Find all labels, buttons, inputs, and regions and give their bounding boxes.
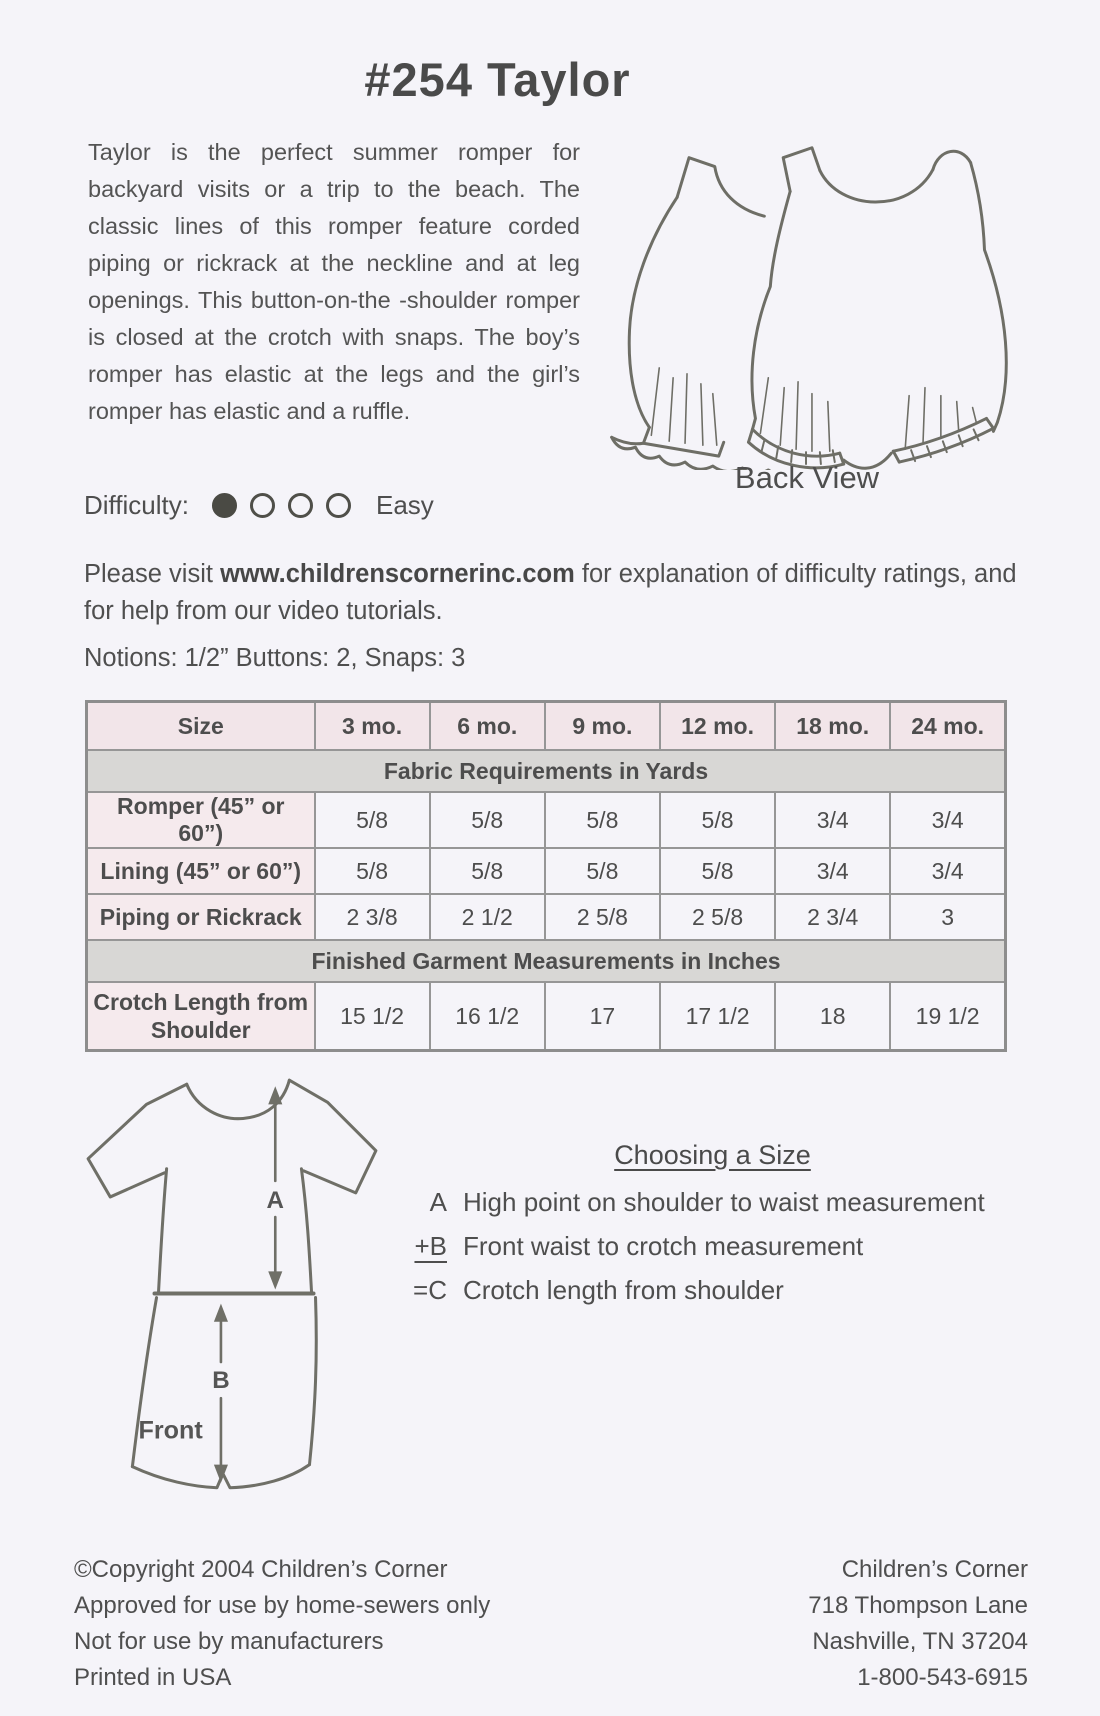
size-header: 24 mo.: [890, 702, 1005, 751]
table-row: [87, 792, 1006, 848]
size-col-header: Size: [87, 702, 315, 751]
choosing-prefix-a: A: [429, 1187, 447, 1217]
girl-romper-shoulder: [677, 158, 764, 217]
table-section-row: [87, 940, 1006, 982]
back-view-caption: Back View: [734, 460, 880, 495]
difficulty-dot-empty-icon: [288, 493, 313, 518]
choosing-item: [395, 1275, 1030, 1306]
diagram-left-sleeve: [88, 1084, 187, 1197]
size-header: 18 mo.: [775, 702, 890, 751]
table-cell: 5/8: [315, 848, 430, 894]
address-block: [608, 1552, 1028, 1696]
copyright-line: Not for use by manufacturers: [74, 1628, 384, 1655]
boy-romper-left-shoulder-tab: [783, 148, 820, 192]
table-cell: 18: [775, 982, 890, 1051]
table-cell: 2 5/8: [545, 894, 660, 940]
choosing-heading: Choosing a Size: [614, 1140, 811, 1170]
copyright-line: ©Copyright 2004 Children’s Corner: [74, 1556, 448, 1583]
row-label: Lining (45” or 60”): [87, 848, 315, 894]
choosing-text-a: High point on shoulder to waist measurement: [463, 1187, 985, 1217]
choosing-prefix-c: =C: [413, 1275, 447, 1305]
address-line: Children’s Corner: [841, 1556, 1028, 1583]
table-cell: 2 3/4: [775, 894, 890, 940]
table-cell: 5/8: [545, 792, 660, 848]
choosing-text-b: Front waist to crotch measurement: [463, 1231, 864, 1261]
table-cell: 16 1/2: [430, 982, 545, 1051]
difficulty-dot-filled-icon: [212, 493, 237, 518]
size-header: 9 mo.: [545, 702, 660, 751]
table-cell: 3/4: [890, 848, 1005, 894]
boy-romper-right-shoulder: [933, 151, 971, 169]
choosing-item: [395, 1231, 1030, 1262]
description-paragraph: Taylor is the perfect summer romper for backyard visits or a trip to the beach. The classic lines of this romper feature corded piping or rickrack at the neckline and at leg openings. This button-on-the -shoulder romper is closed at the crotch with snaps. The boy’s romper has elastic at the legs and the girl’s romper has elastic and a ruffle.: [88, 139, 580, 424]
girl-romper-left-side: [629, 197, 677, 427]
table-cell: 17: [545, 982, 660, 1051]
difficulty-label: Difficulty:: [84, 490, 189, 520]
size-header: 6 mo.: [430, 702, 545, 751]
website-note: [84, 556, 1036, 630]
table-cell: 3: [890, 894, 1005, 940]
table-row: [87, 894, 1006, 940]
choosing-a-size-section: [395, 1140, 1030, 1319]
row-label: Crotch Length from Shoulder: [87, 982, 315, 1051]
difficulty-level-text: Easy: [376, 490, 434, 520]
measurement-label-a: A: [266, 1187, 284, 1215]
table-cell: 5/8: [430, 792, 545, 848]
table-cell: 2 1/2: [430, 894, 545, 940]
table-cell: 5/8: [315, 792, 430, 848]
row-label: Romper (45” or 60”): [87, 792, 315, 848]
address-line: Nashville, TN 37204: [812, 1628, 1028, 1655]
address-line: 1-800-543-6915: [857, 1664, 1028, 1691]
choosing-item: [395, 1187, 1030, 1218]
copyright-line: Approved for use by home-sewers only: [74, 1592, 491, 1619]
address-line: 718 Thompson Lane: [808, 1592, 1028, 1619]
difficulty-dot-empty-icon: [326, 493, 351, 518]
table-cell: 5/8: [660, 848, 775, 894]
choosing-text-c: Crotch length from shoulder: [463, 1275, 784, 1305]
table-cell: 5/8: [660, 792, 775, 848]
front-measurement-diagram: [70, 1064, 392, 1512]
measurement-label-b: B: [212, 1367, 230, 1395]
table-row: [87, 848, 1006, 894]
copyright-line: Printed in USA: [74, 1664, 232, 1691]
difficulty-dot-empty-icon: [250, 493, 275, 518]
notions-line: Notions: 1/2” Buttons: 2, Snaps: 3: [84, 644, 466, 672]
size-header: 12 mo.: [660, 702, 775, 751]
table-cell: 5/8: [430, 848, 545, 894]
front-label: Front: [138, 1416, 203, 1445]
girl-romper-leg-band: [643, 427, 723, 456]
row-label: Piping or Rickrack: [87, 894, 315, 940]
table-cell: 2 5/8: [660, 894, 775, 940]
size-header: 3 mo.: [315, 702, 430, 751]
visit-prefix: Please visit: [84, 560, 221, 588]
website-url: www.childrenscornerinc.com: [220, 560, 575, 588]
table-cell: 3/4: [890, 792, 1005, 848]
copyright-block: [74, 1552, 594, 1696]
size-table: [85, 700, 1007, 1052]
table-row: [87, 982, 1006, 1051]
boy-romper-gather-lines: [760, 378, 976, 451]
table-cell: 2 3/8: [315, 894, 430, 940]
boy-romper-neckline: [820, 170, 933, 202]
choosing-prefix-b: +B: [414, 1231, 447, 1261]
boy-romper-right-side: [971, 163, 1007, 432]
table-cell: 17 1/2: [660, 982, 775, 1051]
fabric-section-header: Fabric Requirements in Yards: [87, 750, 1006, 792]
difficulty-rating: [84, 490, 604, 521]
romper-back-view-illustration: [592, 118, 1022, 470]
table-cell: 3/4: [775, 848, 890, 894]
diagram-left-body-side: [159, 1169, 167, 1292]
table-cell: 3/4: [775, 792, 890, 848]
page-title: #254 Taylor: [364, 53, 631, 106]
table-section-row: [87, 750, 1006, 792]
girl-romper-gather-lines: [651, 368, 716, 445]
visit-suffix: for explanation of difficulty ratings, and for help from our video tutorials.: [84, 560, 1017, 625]
table-cell: 5/8: [545, 848, 660, 894]
diagram-skirt-right: [309, 1298, 316, 1465]
table-cell: 15 1/2: [315, 982, 430, 1051]
finished-section-header: Finished Garment Measurements in Inches: [87, 940, 1006, 982]
table-cell: 19 1/2: [890, 982, 1005, 1051]
table-header-row: [87, 702, 1006, 751]
diagram-right-body-side: [301, 1169, 311, 1292]
